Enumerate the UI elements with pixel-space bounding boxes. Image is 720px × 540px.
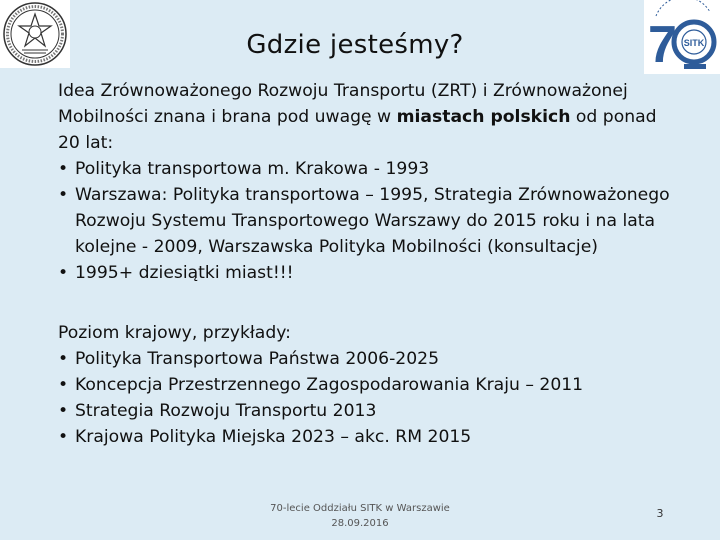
intro-bold-text: miastach polskich	[396, 107, 571, 127]
page-number: 3	[656, 507, 664, 520]
national-heading: Poziom krajowy, przykłady:	[58, 323, 291, 343]
national-list	[58, 346, 678, 450]
slide-title: Gdzie jesteśmy?	[246, 30, 464, 60]
list-item: • Polityka transportowa m. Krakowa - 1993	[58, 156, 678, 182]
intro-text-2: od ponad 20 lat:	[58, 107, 657, 153]
list-item: • Koncepcja Przestrzennego Zagospodarowania Kraju – 2011	[58, 372, 678, 398]
list-item: • Krajowa Polityka Miejska 2023 – akc. RM 2015	[58, 424, 678, 450]
list-item: • Strategia Rozwoju Transportu 2013	[58, 398, 678, 424]
footer-date: 28.09.2016	[331, 518, 389, 529]
list-item: • Polityka Transportowa Państwa 2006-2025	[58, 346, 678, 372]
city-list	[58, 156, 678, 286]
slide-body	[58, 78, 678, 450]
footer-line-1: 70-lecie Oddziału SITK w Warszawie	[270, 503, 450, 514]
svg-text:SITK: SITK	[683, 38, 705, 48]
list-item: • Warszawa: Polityka transportowa – 1995, Strategia Zrównoważonego Rozwoju Systemu Transportowego Warszawy do 2015 roku i na lata kolejne - 2009, Warszawska Polityka Mobilności (konsultacje)	[58, 182, 678, 260]
list-item: • 1995+ dziesiątki miast!!!	[58, 260, 678, 286]
logo-70-text: 7	[648, 16, 677, 74]
intro-text-1: Idea Zrównoważonego Rozwoju Transportu (ZRT) i Zrównoważonej Mobilności znana i brana pod uwagę w	[58, 81, 628, 127]
slide-footer	[260, 501, 460, 531]
intro-paragraph	[58, 78, 678, 156]
